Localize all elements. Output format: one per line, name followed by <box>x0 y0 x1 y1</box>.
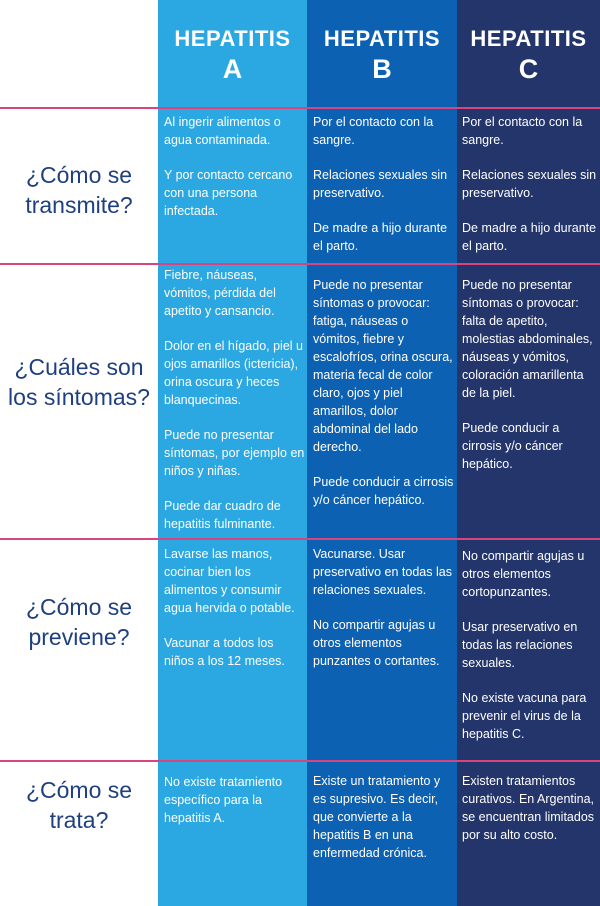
cell-paragraph: Dolor en el hígado, piel u ojos amarillos (ictericia), orina oscura y heces blanquecinas. <box>164 339 303 407</box>
cell-paragraph: Relaciones sexuales sin preservativo. <box>313 168 448 200</box>
question-treatment <box>0 775 158 835</box>
header-word: HEPATITIS <box>174 26 291 51</box>
cell-paragraph: Puede dar cuadro de hepatitis fulminante. <box>164 499 281 531</box>
cell-paragraph: Relaciones sexuales sin preservativo. <box>462 168 597 200</box>
treatment-hepatitis-b <box>313 772 455 862</box>
cell-paragraph: De madre a hijo durante el parto. <box>462 221 597 253</box>
cell-paragraph: Puede no presentar síntomas, por ejemplo en niños y niñas. <box>164 428 305 478</box>
transmission-hepatitis-b <box>313 113 455 255</box>
question-line: ¿Cómo se <box>25 162 133 188</box>
cell-paragraph: Vacunarse. Usar preservativo en todas las relaciones sexuales. <box>313 547 452 597</box>
row-divider <box>0 263 600 265</box>
cell-paragraph: Puede conducir a cirrosis y/o cáncer hepático. <box>462 421 563 471</box>
question-line: los síntomas? <box>8 384 150 410</box>
cell-paragraph: Lavarse las manos, cocinar bien los alimentos y consumir agua hervida o potable. <box>164 547 295 615</box>
header-hepatitis-c <box>457 26 600 86</box>
header-letter: A <box>222 54 243 84</box>
cell-paragraph: No compartir agujas u otros elementos punzantes o cortantes. <box>313 618 440 668</box>
question-transmission <box>0 160 158 220</box>
cell-paragraph: Por el contacto con la sangre. <box>462 115 583 147</box>
cell-paragraph: Por el contacto con la sangre. <box>313 115 434 147</box>
cell-paragraph: Puede no presentar síntomas o provocar: fatiga, náuseas o vómitos, fiebre y escalofríos, orina oscura, materia fecal de color claro, ojos y piel amarillos, dolor abdominal del lado derecho. <box>313 278 453 454</box>
cell-paragraph: Existe un tratamiento y es supresivo. Es decir, que convierte a la hepatitis B en una enfermedad crónica. <box>313 774 441 860</box>
cell-paragraph: Vacunar a todos los niños a los 12 meses. <box>164 636 285 668</box>
header-word: HEPATITIS <box>470 26 587 51</box>
transmission-hepatitis-c <box>462 113 597 255</box>
symptoms-hepatitis-c <box>462 276 597 473</box>
symptoms-hepatitis-a <box>164 266 306 533</box>
question-prevention <box>0 592 158 652</box>
cell-paragraph: Puede conducir a cirrosis y/o cáncer hepático. <box>313 475 454 507</box>
header-word: HEPATITIS <box>323 26 441 51</box>
prevention-hepatitis-c <box>462 547 597 743</box>
cell-paragraph: Usar preservativo en todas las relaciones sexuales. <box>462 620 578 670</box>
header-hepatitis-a <box>158 26 307 86</box>
cell-paragraph: No compartir agujas u otros elementos cortopunzantes. <box>462 549 585 599</box>
cell-paragraph: Fiebre, náuseas, vómitos, pérdida del apetito y cansancio. <box>164 268 276 318</box>
treatment-hepatitis-a <box>164 773 306 827</box>
header-letter: B <box>372 54 392 84</box>
treatment-hepatitis-c <box>462 772 597 844</box>
row-divider <box>0 107 600 109</box>
cell-paragraph: Existen tratamientos curativos. En Argentina, se encuentran limitados por su alto costo. <box>462 774 595 842</box>
question-line: ¿Cómo se <box>25 777 133 803</box>
header-letter: C <box>518 54 539 84</box>
question-line: transmite? <box>25 192 133 218</box>
row-divider <box>0 538 600 540</box>
question-line: ¿Cuáles son <box>14 354 144 380</box>
question-symptoms <box>0 352 158 412</box>
row-divider <box>0 760 600 762</box>
cell-paragraph: No existe vacuna para prevenir el virus de la hepatitis C. <box>462 691 587 741</box>
header-hepatitis-b <box>307 26 457 86</box>
cell-paragraph: Puede no presentar síntomas o provocar: falta de apetito, molestias abdominales, náuseas y vómitos, coloración amarillenta de la piel. <box>462 278 593 400</box>
question-line: trata? <box>49 807 109 833</box>
prevention-hepatitis-b <box>313 545 455 670</box>
question-line: ¿Cómo se <box>25 594 133 620</box>
cell-paragraph: Al ingerir alimentos o agua contaminada. <box>164 115 281 147</box>
question-line: previene? <box>28 624 130 650</box>
prevention-hepatitis-a <box>164 545 306 670</box>
cell-paragraph: No existe tratamiento específico para la hepatitis A. <box>164 775 283 825</box>
cell-paragraph: Y por contacto cercano con una persona infectada. <box>164 168 293 218</box>
cell-paragraph: De madre a hijo durante el parto. <box>313 221 448 253</box>
symptoms-hepatitis-b <box>313 276 455 509</box>
transmission-hepatitis-a <box>164 113 306 220</box>
